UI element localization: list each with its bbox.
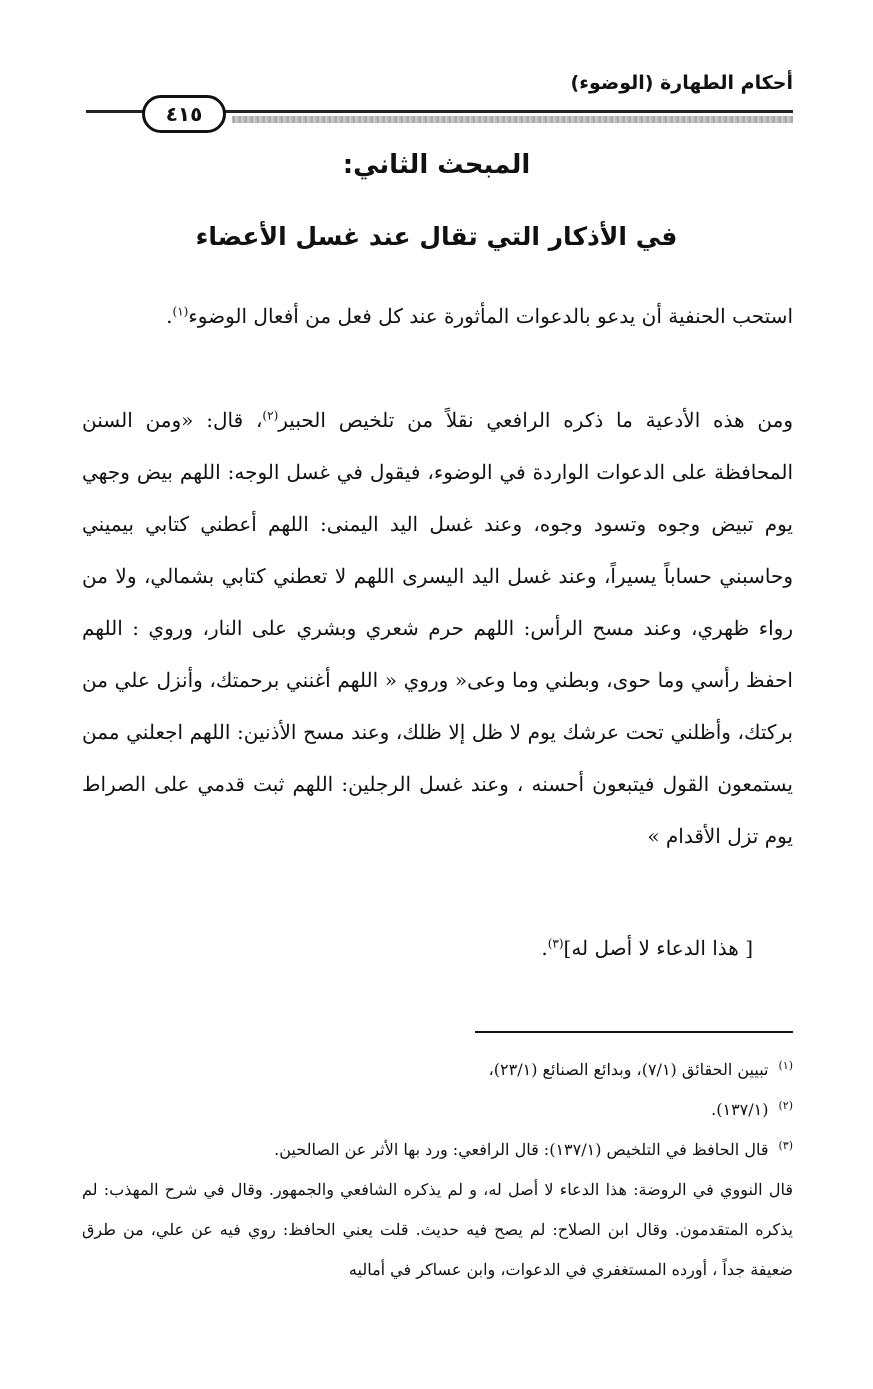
page-number: ٤١٥ <box>142 95 226 133</box>
paragraph-2 <box>82 394 793 862</box>
running-title: أحكام الطهارة (الوضوء) <box>570 72 793 94</box>
footnote-1-text: تبيين الحقائق (٧/١)، وبدائع الصنائع (٢٣/١)، <box>488 1060 769 1079</box>
footnote-3 <box>82 1130 793 1170</box>
footnote-ref-2: (٢) <box>262 408 279 423</box>
paragraph-2-text-a: ومن هذه الأدعية ما ذكره الرافعي نقلاً من تلخيص الحبير <box>278 408 793 432</box>
footnote-1 <box>82 1050 793 1090</box>
footnote-2-mark: (٢) <box>778 1098 793 1112</box>
footnote-ref-1: (١) <box>172 304 189 319</box>
footnote-separator <box>475 1031 793 1033</box>
paragraph-1 <box>82 290 793 342</box>
footnote-1-mark: (١) <box>778 1058 793 1072</box>
paragraph-3-end: . <box>541 936 548 960</box>
paragraph-3 <box>82 922 793 974</box>
paragraph-2-text-b: ، قال: «ومن السنن المحافظة على الدعوات الواردة في الوضوء، فيقول في غسل الوجه: اللهم بيض وجهي يوم تبيض وجوه وتسود وجوه، وعند غسل اليد اليمنى: اللهم أعطني كتابي بيميني وحاسبني حساباً يسيراً، وعند غسل اليد اليسرى اللهم لا تعطني كتابي بشمالي، ولا من رواء ظهري، وعند مسح الرأس: اللهم حرم شعري وبشري على النار، وروي : اللهم احفظ رأسي وما حوى، وبطني وما وعى« وروي « اللهم أغنني برحمتك، وأنزل علي من بركتك، وأظلني تحت عرشك يوم لا ظل إلا ظلك، وعند مسح الأذنين: اللهم اجعلني ممن يستمعون القول فيتبعون أحسنه ، وعند غسل الرجلين: اللهم ثبت قدمي على الصراط يوم تزل الأقدام » <box>82 408 793 848</box>
footnote-ref-3: (٣) <box>547 936 564 951</box>
section-subtitle: في الأذكار التي تقال عند غسل الأعضاء <box>195 222 678 251</box>
paragraph-1-text: استحب الحنفية أن يدعو بالدعوات المأثورة عند كل فعل من أفعال الوضوء <box>188 304 793 328</box>
footnote-2 <box>82 1090 793 1130</box>
section-title: المبحث الثاني: <box>342 150 531 180</box>
header-decorative-band <box>232 116 793 123</box>
footnotes <box>82 1050 793 1290</box>
footnote-3-mark: (٣) <box>778 1138 793 1152</box>
paragraph-1-end: . <box>166 304 173 328</box>
footnote-3-text: قال الحافظ في التلخيص (١٣٧/١): قال الرافعي: ورد بها الأثر عن الصالحين. <box>274 1140 769 1159</box>
footnote-2-text: (١٣٧/١). <box>711 1100 769 1119</box>
footnote-3-continuation: قال النووي في الروضة: هذا الدعاء لا أصل له، و لم يذكره الشافعي والجمهور. وقال في شرح المهذب: لم يذكره المتقدمون. وقال ابن الصلاح: لم يصح فيه حديث. قلت يعني الحافظ: روي فيه عن علي، من طرق ضعيفة جداً ، أورده المستغفري في الدعوات، وابن عساكر في أماليه <box>82 1180 793 1279</box>
paragraph-3-text: [ هذا الدعاء لا أصل له] <box>563 936 753 960</box>
